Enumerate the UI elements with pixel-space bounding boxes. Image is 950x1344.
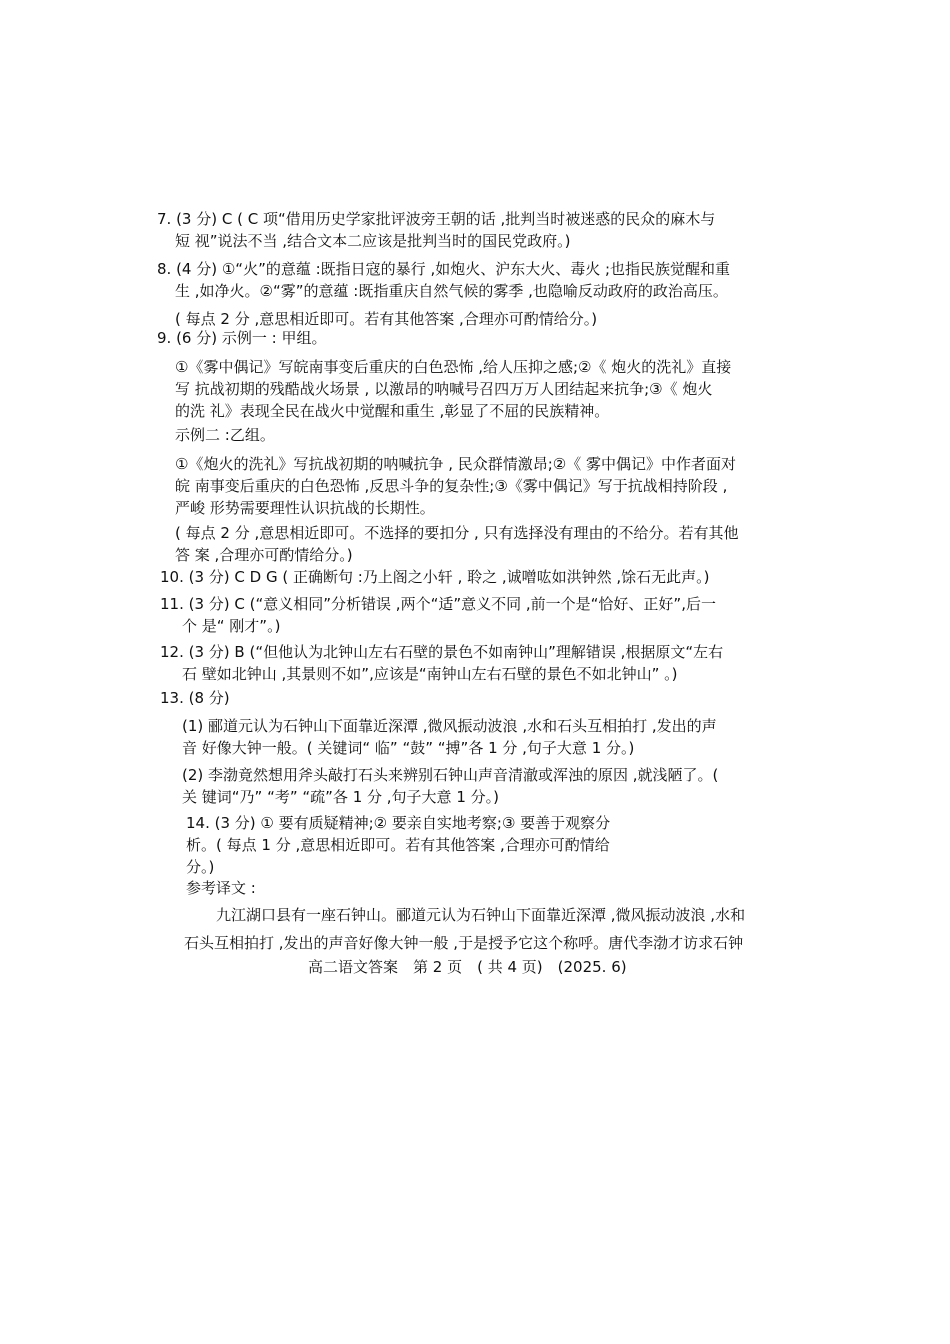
- q9-ex1-line-3: 的洗 礼》表现全民在战火中觉醒和重生 ,彰显了不屈的民族精神。: [175, 402, 610, 420]
- q13-part-1: [182, 715, 717, 759]
- question-14: [186, 812, 610, 878]
- question-7: [157, 208, 715, 252]
- q9-ex1-line-1: ①《雾中偶记》写皖南事变后重庆的白色恐怖 ,给人压抑之感;②《 炮火的洗礼》直接: [175, 358, 732, 376]
- q9-ex2-line-1: ①《炮火的洗礼》写抗战初期的呐喊抗争 , 民众群情激昂;②《 雾中偶记》中作者面对: [175, 455, 737, 473]
- translation-line-1: 九江湖口县有一座石钟山。郦道元认为石钟山下面靠近深潭 ,微风振动波浪 ,水和: [216, 906, 746, 924]
- q8-scoring-note: ( 每点 2 分 ,意思相近即可。若有其他答案 ,合理亦可酌情给分。): [175, 310, 598, 328]
- question-13: [160, 687, 230, 709]
- q11-line-2: 个 是“ 刚才”。): [182, 617, 281, 635]
- q12-line-2: 石 壁如北钟山 ,其景则不如”,应该是“南钟山左右石壁的景色不如北钟山” 。): [182, 665, 678, 683]
- q7-line-2: 短 视”说法不当 ,结合文本二应该是批判当时的国民党政府。): [175, 232, 571, 250]
- translation-heading: [186, 877, 256, 899]
- question-9: [157, 327, 326, 349]
- q14-line-3: 分。): [186, 858, 215, 876]
- q9-heading: 9. (6 分) 示例一 : 甲组。: [157, 329, 327, 347]
- q13-p2-line-1: (2) 李渤竟然想用斧头敲打石头来辨别石钟山声音清澈或浑浊的原因 ,就浅陋了。(: [182, 766, 719, 784]
- q10-line-1: 10. (3 分) C D G ( 正确断句 :乃上阁之小轩 , 聆之 ,诚噌吰如洪钟然 ,馀石无此声。): [160, 568, 710, 586]
- q9-ex2-heading: 示例二 :乙组。: [175, 426, 275, 444]
- translation-title: 参考译文 :: [186, 879, 256, 897]
- q11-line-1: 11. (3 分) C (“意义相同”分析错误 ,两个“适”意义不同 ,前一个是“恰好、正好”,后一: [160, 595, 716, 613]
- translation-line-2: 石头互相拍打 ,发出的声音好像大钟一般 ,于是授予它这个称呼。唐代李渤才访求石钟: [184, 934, 744, 952]
- q13-p2-line-2: 关 键词“乃” “考” “疏”各 1 分 ,句子大意 1 分。): [182, 788, 499, 806]
- q9-example-2: [175, 453, 736, 519]
- question-10: [160, 566, 710, 588]
- q9-example-2-heading: [175, 424, 275, 446]
- q8-line-2: 生 ,如净火。②“雾”的意蕴 :既指重庆自然气候的雾季 ,也隐喻反动政府的政治高压。: [175, 282, 728, 300]
- q9-note-line-1: ( 每点 2 分 ,意思相近即可。不选择的要扣分 , 只有选择没有理由的不给分。若有其他: [175, 524, 739, 542]
- q13-part-2: [182, 764, 718, 808]
- q9-ex2-line-3: 严峻 形势需要理性认识抗战的长期性。: [175, 499, 435, 517]
- q9-ex1-line-2: 写 抗战初期的残酷战火场景 , 以激昂的呐喊号召四万万人团结起来抗争;③《 炮火: [175, 380, 713, 398]
- question-8: [157, 258, 730, 330]
- q8-line-1: 8. (4 分) ①“火”的意蕴 :既指日寇的暴行 ,如炮火、沪东大火、毒火 ;也指民族觉醒和重: [157, 260, 731, 278]
- q13-p1-line-1: (1) 郦道元认为石钟山下面靠近深潭 ,微风振动波浪 ,水和石头互相拍打 ,发出的声: [182, 717, 717, 735]
- q13-p1-line-2: 音 好像大钟一般。( 关键词“ 临” “鼓” “搏”各 1 分 ,句子大意 1 分。): [182, 739, 635, 757]
- q9-scoring-note: [175, 522, 739, 566]
- q13-heading: 13. (8 分): [160, 689, 230, 707]
- translation-body: [184, 904, 745, 954]
- q9-note-line-2: 答 案 ,合理亦可酌情给分。): [175, 546, 353, 564]
- q9-example-1: [175, 356, 731, 422]
- question-12: [160, 641, 723, 685]
- page-footer: [308, 956, 627, 978]
- q9-ex2-line-2: 皖 南事变后重庆的白色恐怖 ,反思斗争的复杂性;③《雾中偶记》写于抗战相持阶段 ,: [175, 477, 728, 495]
- q14-line-1: 14. (3 分) ① 要有质疑精神;② 要亲自实地考察;③ 要善于观察分: [186, 814, 611, 832]
- footer-text: 高二语文答案 第 2 页 ( 共 4 页) (2025. 6): [308, 958, 627, 976]
- q7-line-1: 7. (3 分) C ( C 项“借用历史学家批评波旁王朝的话 ,批判当时被迷惑的民众的麻木与: [157, 210, 716, 228]
- q12-line-1: 12. (3 分) B (“但他认为北钟山左右石壁的景色不如南钟山”理解错误 ,根据原文“左右: [160, 643, 724, 661]
- q14-line-2: 析。( 每点 1 分 ,意思相近即可。若有其他答案 ,合理亦可酌情给: [186, 836, 610, 854]
- question-11: [160, 593, 716, 637]
